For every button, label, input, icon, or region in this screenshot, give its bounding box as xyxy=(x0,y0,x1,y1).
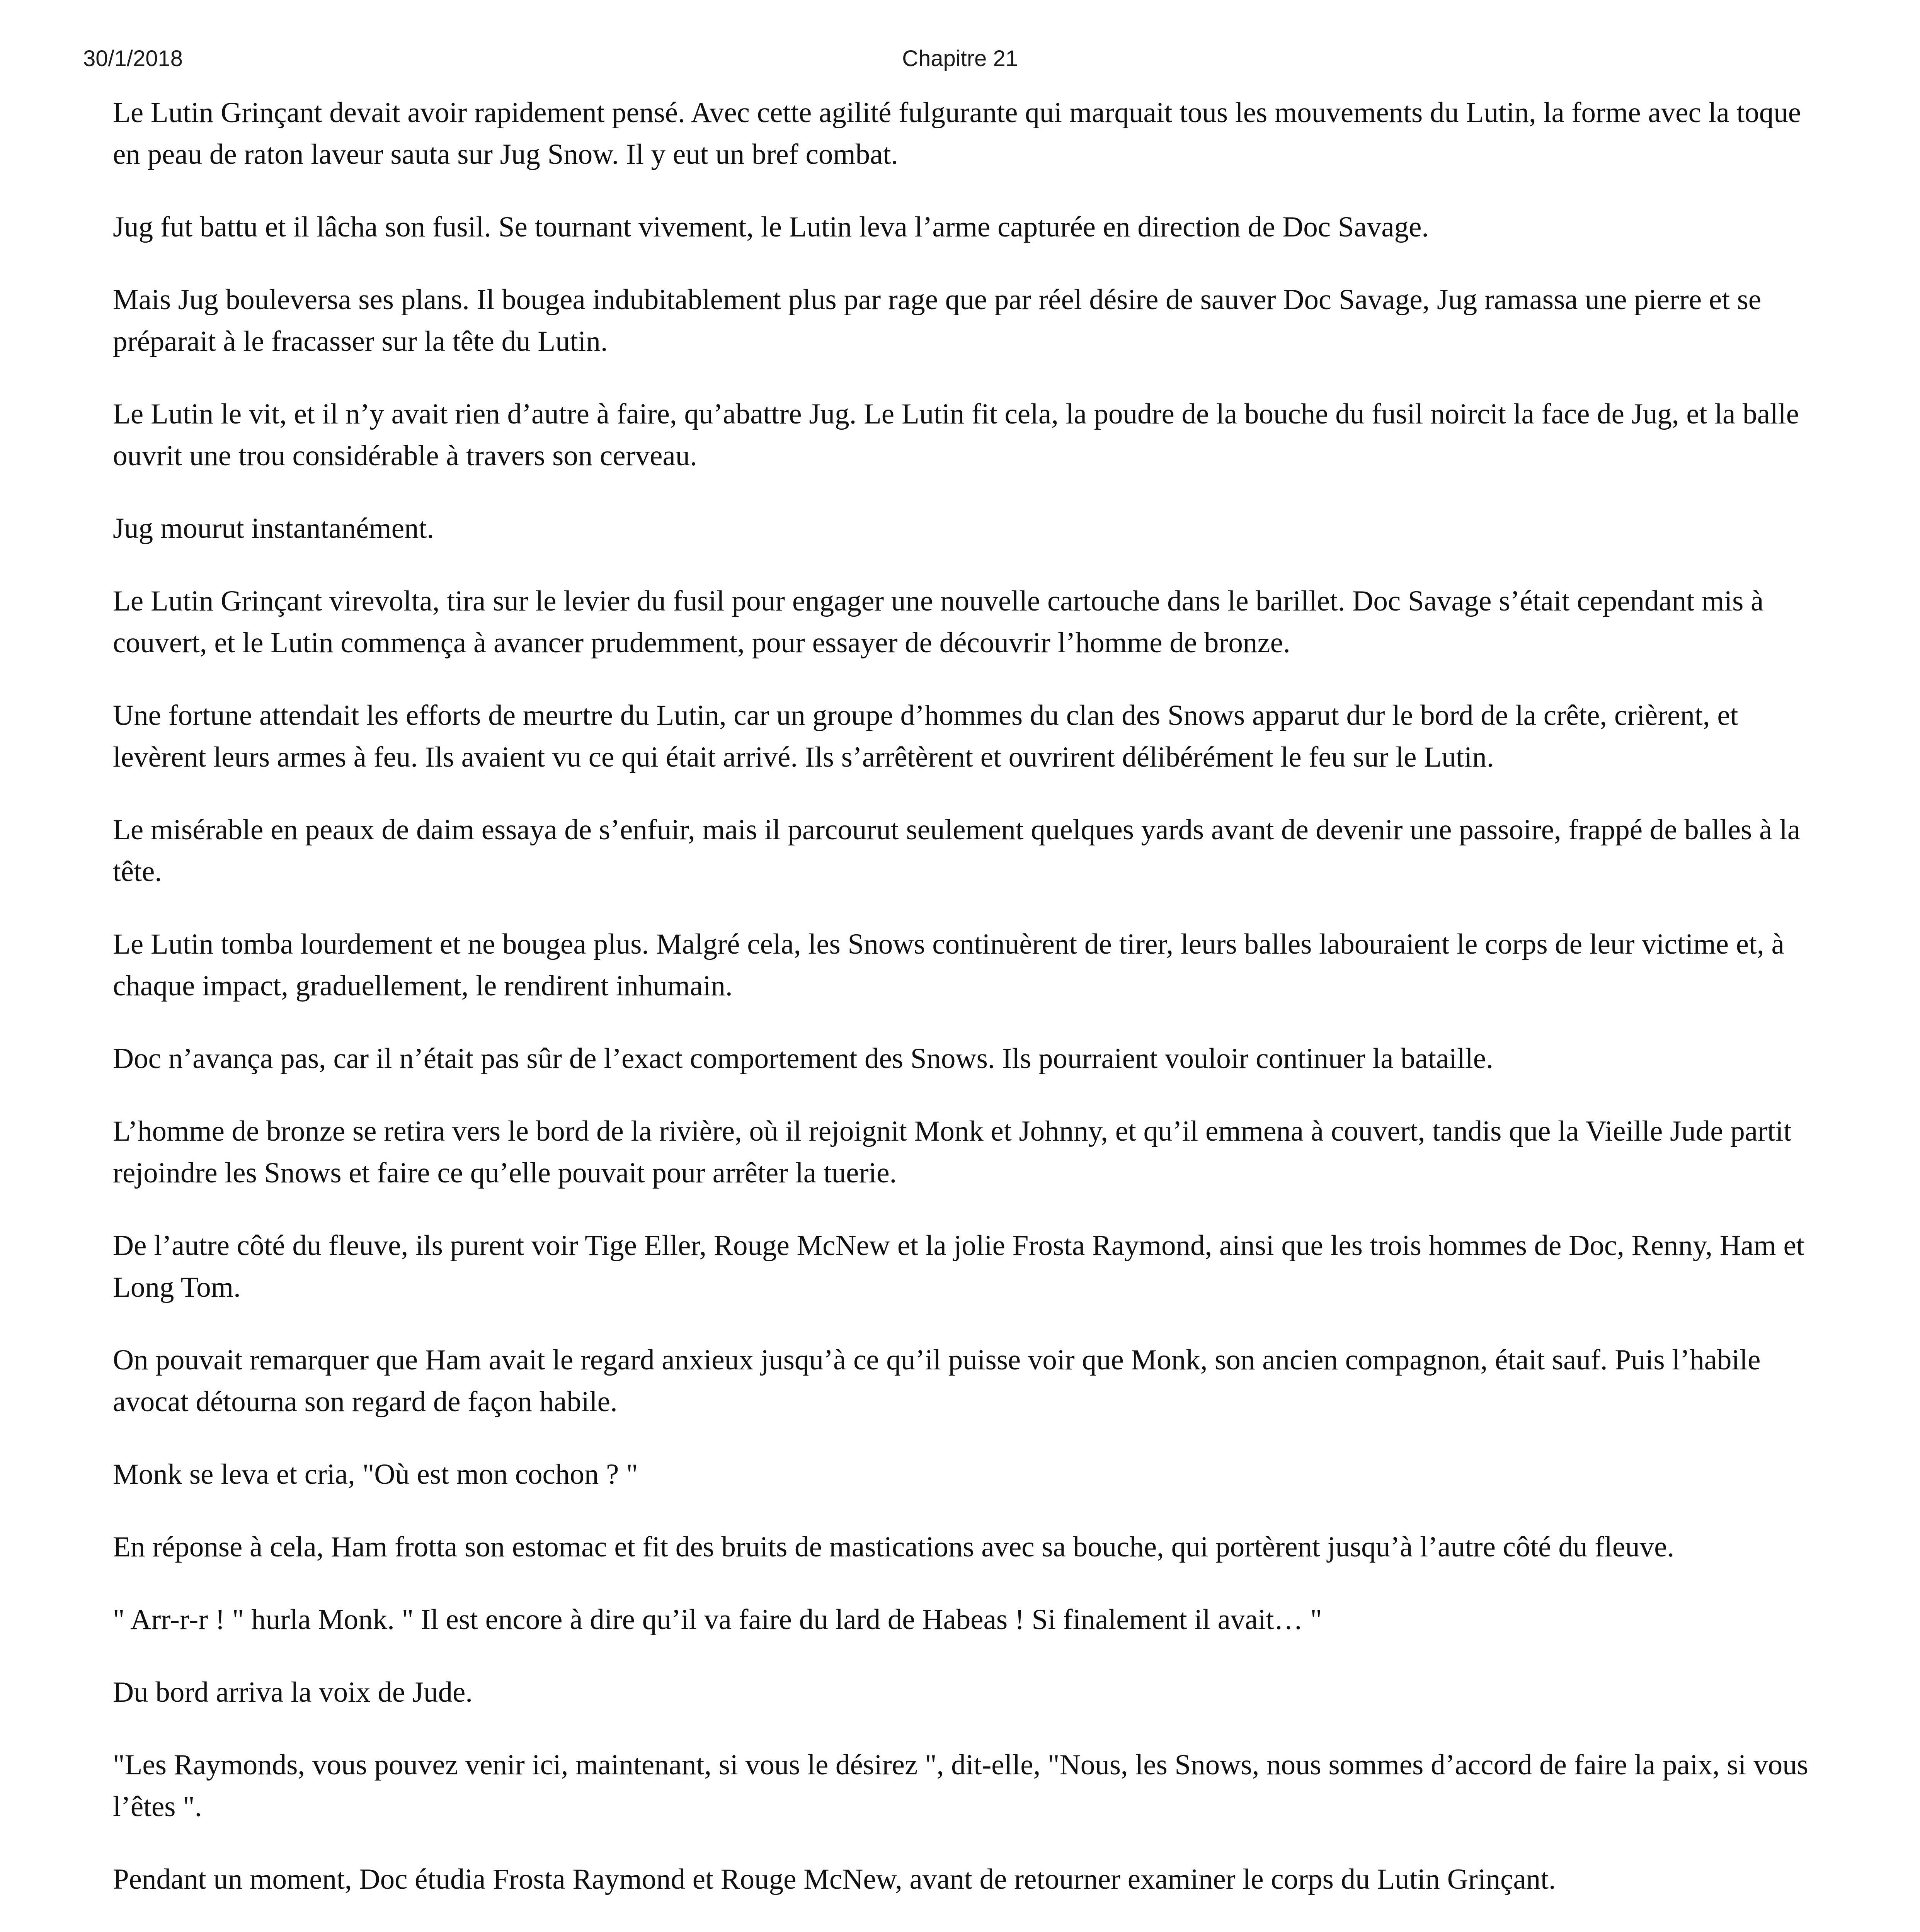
chapter-body xyxy=(113,92,1812,1932)
paragraph: Jug fut battu et il lâcha son fusil. Se tournant vivement, le Lutin leva l’arme capturée en direction de Doc Savage. xyxy=(113,211,1429,243)
print-header xyxy=(0,46,1920,77)
paragraph: De l’autre côté du fleuve, ils purent voir Tige Eller, Rouge McNew et la jolie Frosta Raymond, ainsi que les trois hommes de Doc, Renny, Ham et Long Tom. xyxy=(113,1230,1804,1303)
paragraph: L’homme de bronze se retira vers le bord de la rivière, où il rejoignit Monk et Johnny, et qu’il emmena à couvert, tandis que la Vieille Jude partit rejoindre les Snows et faire ce qu’elle pouvait pour arrêter la tuerie. xyxy=(113,1115,1792,1189)
paragraph: Le Lutin le vit, et il n’y avait rien d’autre à faire, qu’abattre Jug. Le Lutin fit cela, la poudre de la bouche du fusil noircit la face de Jug, et la balle ouvrit une trou considérable à travers son cerveau. xyxy=(113,398,1799,472)
paragraph: "Les Raymonds, vous pouvez venir ici, maintenant, si vous le désirez ", dit-elle, "Nous, les Snows, nous sommes d’accord de faire la paix, si vous l’êtes ". xyxy=(113,1749,1808,1823)
paragraph: Doc n’avança pas, car il n’était pas sûr de l’exact comportement des Snows. Ils pourraient vouloir continuer la bataille. xyxy=(113,1043,1493,1075)
paragraph: Du bord arriva la voix de Jude. xyxy=(113,1676,473,1708)
paragraph: Le misérable en peaux de daim essaya de s’enfuir, mais il parcourut seulement quelques yards avant de devenir une passoire, frappé de balles à la tête. xyxy=(113,814,1801,888)
paragraph: Le Lutin tomba lourdement et ne bougea plus. Malgré cela, les Snows continuèrent de tirer, leurs balles labouraient le corps de leur victime et, à chaque impact, graduellement, le rendirent inhumain. xyxy=(113,928,1784,1002)
paragraph: Pendant un moment, Doc étudia Frosta Raymond et Rouge McNew, avant de retourner examiner le corps du Lutin Grinçant. xyxy=(113,1863,1556,1895)
paragraph: Une fortune attendait les efforts de meurtre du Lutin, car un groupe d’hommes du clan des Snows apparut dur le bord de la crête, crièrent, et levèrent leurs armes à feu. Ils avaient vu ce qui était arrivé. Ils s’arrêtèrent et ouvrirent délibérément le feu sur le Lutin. xyxy=(113,699,1738,773)
paragraph: Mais Jug bouleversa ses plans. Il bougea indubitablement plus par rage que par réel désire de sauver Doc Savage, Jug ramassa une pierre et se préparait à le fracasser sur la tête du Lutin. xyxy=(113,284,1762,357)
paragraph: Jug mourut instantanément. xyxy=(113,512,434,544)
paragraph: Le Lutin Grinçant virevolta, tira sur le levier du fusil pour engager une nouvelle cartouche dans le barillet. Doc Savage s’était cependant mis à couvert, et le Lutin commença à avancer prudemment, pour essayer de découvrir l’homme de bronze. xyxy=(113,585,1764,659)
print-date: 30/1/2018 xyxy=(83,46,183,71)
paragraph: " Arr-r-r ! " hurla Monk. " Il est encore à dire qu’il va faire du lard de Habeas ! Si finalement il avait… " xyxy=(113,1604,1322,1636)
paragraph: Le Lutin Grinçant devait avoir rapidement pensé. Avec cette agilité fulgurante qui marquait tous les mouvements du Lutin, la forme avec la toque en peau de raton laveur sauta sur Jug Snow. Il y eut un bref combat. xyxy=(113,97,1801,170)
page-title: Chapitre 21 xyxy=(902,46,1018,71)
paragraph: On pouvait remarquer que Ham avait le regard anxieux jusqu’à ce qu’il puisse voir que Monk, son ancien compagnon, était sauf. Puis l’habile avocat détourna son regard de façon habile. xyxy=(113,1344,1761,1418)
paragraph: En réponse à cela, Ham frotta son estomac et fit des bruits de mastications avec sa bouche, qui portèrent jusqu’à l’autre côté du fleuve. xyxy=(113,1531,1675,1563)
paragraph: Monk se leva et cria, "Où est mon cochon ? " xyxy=(113,1458,638,1490)
